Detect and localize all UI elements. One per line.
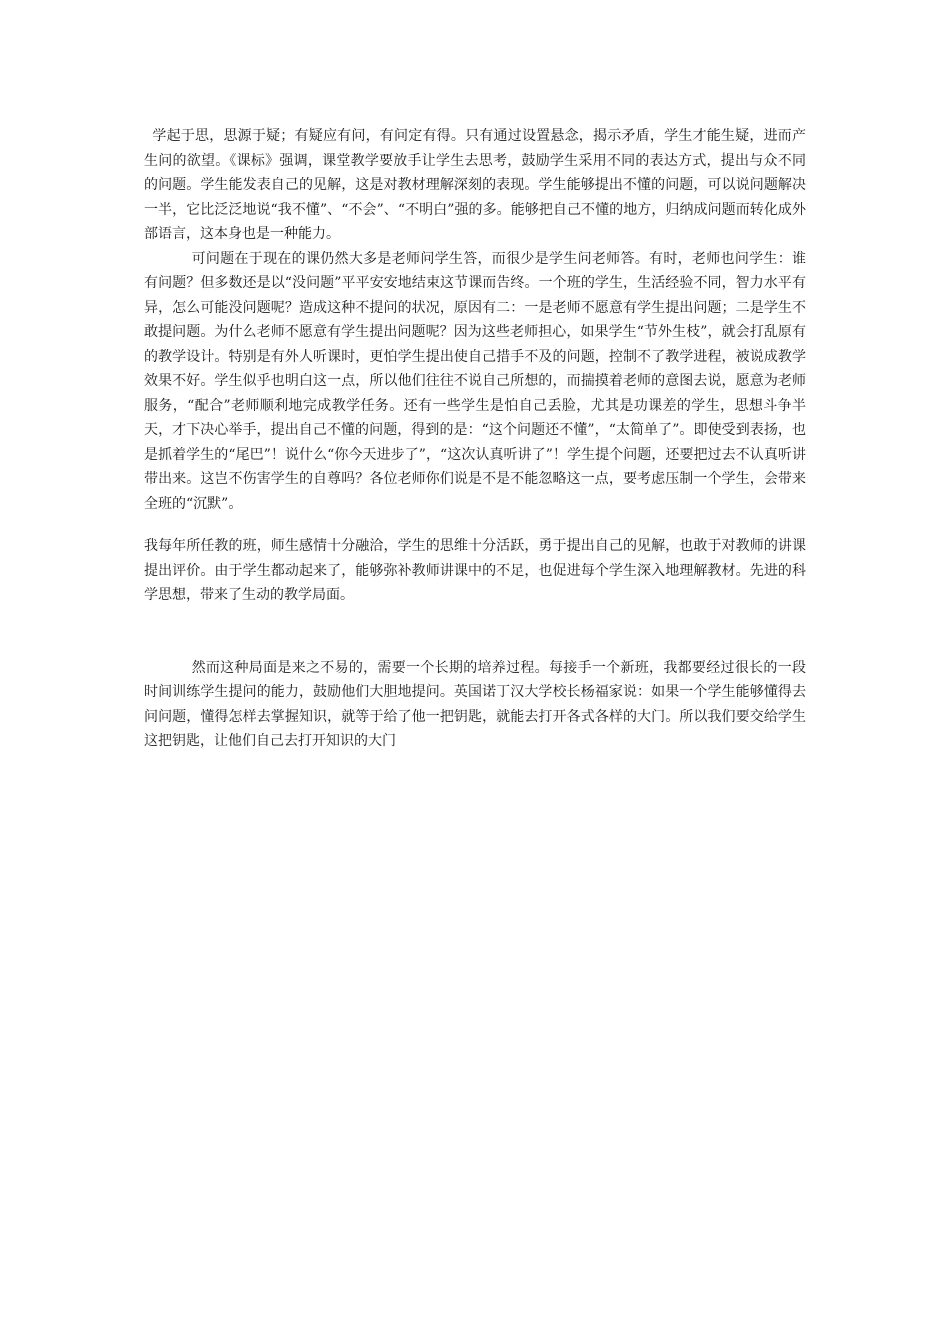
paragraph-2: 可问题在于现在的课仍然大多是老师问学生答，而很少是学生问老师答。有时，老师也问学生：谁有问题？但多数还是以“没问题”平平安安地结束这节课而告终。一个班的学生，生活经验不同，智力水平有异，怎么可能没问题呢？造成这种不提问的状况，原因有二：一是老师不愿意有学生提出问题；二是学生不敢提问题。为什么老师不愿意有学生提出问题呢？因为这些老师担心，如果学生“节外生枝”，就会打乱原有的教学设计。特别是有外人听课时，更怕学生提出使自己措手不及的问题，控制不了教学进程，被说成教学效果不好。学生似乎也明白这一点，所以他们往往不说自己所想的，而揣摸着老师的意图去说，愿意为老师服务，“配合”老师顺利地完成教学任务。还有一些学生是怕自己丢脸，尤其是功课差的学生，思想斗争半天，才下决心举手，提出自己不懂的问题，得到的是：“这个问题还不懂”，“太简单了”。即使受到表扬，也是抓着学生的“尾巴”！说什么“你今天进步了”，“这次认真听讲了”！学生提个问题，还要把过去不认真听讲带出来。这岂不伤害学生的自尊吗？各位老师你们说是不是不能忽略这一点，要考虑压制一个学生，会带来全班的“沉默”。: [144, 250, 806, 512]
paragraph-spacer: [144, 608, 806, 656]
document-body: [144, 124, 806, 754]
paragraph-spacer: [144, 516, 806, 534]
paragraph-4: 然而这种局面是来之不易的，需要一个长期的培养过程。每接手一个新班，我都要经过很长的一段时间训练学生提问的能力，鼓励他们大胆地提问。英国诺丁汉大学校长杨福家说：如果一个学生能够懂得去问问题，懂得怎样去掌握知识，就等于给了他一把钥匙，就能去打开各式各样的大门。所以我们要交给学生这把钥匙，让他们自己去打开知识的大门: [144, 659, 806, 749]
paragraph-1: 学起于思，思源于疑；有疑应有问，有问定有得。只有通过设置悬念，揭示矛盾，学生才能生疑，进而产生问的欲望。《课标》强调，课堂教学要放手让学生去思考，鼓励学生采用不同的表达方式，提出与众不同的问题。学生能发表自己的见解，这是对教材理解深刻的表现。学生能够提出不懂的问题，可以说问题解决一半，它比泛泛地说“我不懂”、“不会”、“不明白”强的多。能够把自己不懂的地方，归纳成问题而转化成外部语言，这本身也是一种能力。: [144, 128, 806, 242]
paragraph-3: 我每年所任教的班，师生感情十分融洽，学生的思维十分活跃，勇于提出自己的见解，也敢于对教师的讲课提出评价。由于学生都动起来了，能够弥补教师讲课中的不足，也促进每个学生深入地理解教材。先进的科学思想，带来了生动的教学局面。: [144, 538, 806, 603]
